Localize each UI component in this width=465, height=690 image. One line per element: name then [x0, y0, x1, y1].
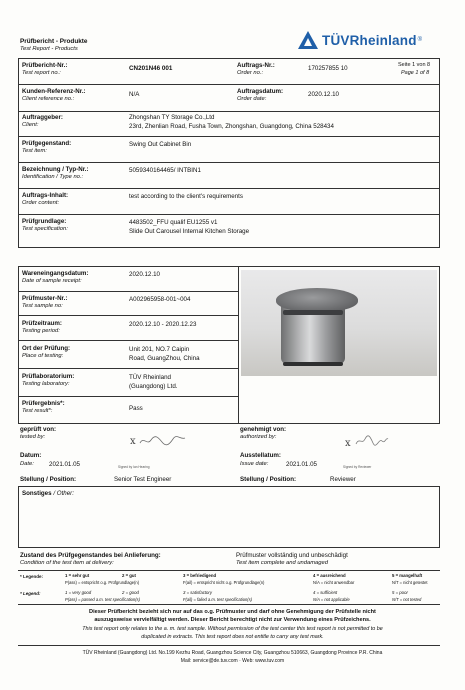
legend-r2-c1: P(ass) = entspricht o.g. Prüfgrundlage(n) [65, 580, 140, 585]
legend-r3-c4: 4 = sufficient [313, 590, 338, 595]
legend-bottom-divider [18, 604, 440, 605]
row-divider [18, 315, 238, 316]
bin-rim [283, 310, 343, 315]
receipt-date-label-en: Date of sample receipt: [22, 278, 82, 284]
row-divider [18, 162, 440, 163]
client-label: Auftraggeber: [22, 114, 63, 121]
disclaimer-de-line-2: auszugsweise vervielfältigt werden. Dieser Bericht berechtigt nicht zur Verwendung eines Prüfzeichens. [94, 617, 371, 623]
reviewer-sign-mark: x [345, 438, 351, 449]
tuv-logo [298, 27, 422, 53]
condition-value-en: Test item complete and undamaged [236, 560, 328, 566]
lab-line-2: (Guangdong) Ltd. [129, 383, 178, 390]
legend-r1-c5: 5 = mangelhaft [392, 573, 423, 578]
tester-signature-caption: Signed by Ian Hearing [118, 465, 150, 469]
lab-label: Prüflaboratorium: [22, 373, 75, 380]
condition-value: Prüfmuster vollständig und unbeschädigt [236, 552, 348, 559]
legend-r2-c3: N/A = nicht anwendbar [313, 580, 355, 585]
lab-label-en: Testing laboratory: [22, 381, 70, 387]
test-spec-label: Prüfgrundlage: [22, 218, 67, 225]
product-photo [241, 270, 437, 376]
receipt-date: 2020.12.10 [129, 271, 160, 278]
authorized-by-label-en: authorized by: [240, 434, 277, 440]
client-ref-label: Kunden-Referenz-Nr.: [22, 88, 86, 95]
legend-r2-c2: F(ail) = entspricht nicht o.g. Prüfgrundlage(n) [183, 580, 265, 585]
legend-r4-c3: N/A = not applicable [313, 597, 350, 602]
client-name: Zhongshan TY Storage Co.,Ltd [129, 114, 215, 121]
row-divider [18, 340, 238, 341]
sample-no: A002965958-001~004 [129, 296, 191, 303]
sample-no-label: Prüfmuster-Nr.: [22, 295, 68, 302]
issue-date: 2021.01.05 [286, 461, 317, 468]
legend-r3-c3: 3 = satisfactory [183, 590, 213, 595]
testing-period-label: Prüfzeitraum: [22, 320, 62, 327]
condition-label: Zustand des Prüfgegenstandes bei Anlieferung: [20, 552, 161, 559]
triangle-logo-icon [298, 31, 318, 49]
tested-by-label-en: tested by: [20, 434, 46, 440]
column-divider [238, 266, 239, 424]
order-date-label: Auftragsdatum: [237, 88, 284, 95]
report-no-label-en: Test report no.: [22, 70, 61, 76]
reviewer-signature [354, 434, 390, 448]
row-divider [18, 188, 440, 189]
tester-signature [138, 434, 188, 448]
document-title: Prüfbericht - Produkte [20, 38, 88, 45]
condition-label-en: Condition of the test item at delivery: [20, 560, 114, 566]
legend-label-en: * Legend: [20, 591, 41, 596]
order-no-label-en: Order no.: [237, 70, 264, 76]
page-indicator-de: Seite 1 von 8 [398, 62, 431, 68]
reviewer-position: Reviewer [330, 476, 356, 483]
place-label-en: Place of testing: [22, 353, 64, 359]
order-content-label-en: Order content: [22, 200, 60, 206]
result-label-en: Test result*: [22, 408, 53, 414]
test-item: Swing Out Cabinet Bin [129, 141, 192, 148]
other-label-en: / Other: [53, 490, 74, 497]
other-label [22, 490, 74, 497]
logo-text: TÜVRheinland [322, 32, 417, 48]
tester-position-label: Stellung / Position: [20, 476, 77, 483]
legend-r4-c1: P(ass) = passed a.m. test specification(s) [65, 597, 140, 602]
legend-r1-c2: 2 = gut [122, 573, 136, 578]
report-info-frame [18, 58, 440, 248]
page-indicator-en: Page 1 of 8 [401, 70, 430, 76]
footer-contact: Mail: service@de.tuv.com · Web: www.tuv.com [180, 658, 285, 664]
client-ref-label-en: Client reference no.: [22, 96, 75, 102]
tested-by-label: geprüft von: [20, 426, 57, 433]
order-date-label-en: Order date: [237, 96, 267, 102]
row-divider [18, 291, 238, 292]
receipt-date-label: Wareneingangsdatum: [22, 270, 89, 277]
order-no-label: Auftrags-Nr.: [237, 62, 275, 69]
test-spec-line-2: Slide Out Carousel Internal Kitchen Storage [129, 228, 250, 235]
document-subtitle: Test Report - Products [20, 46, 78, 52]
date-label: Datum: [20, 452, 42, 459]
legend-label-de: * Legende: [20, 574, 44, 579]
row-divider [18, 214, 440, 215]
identification-label-en: Identification / Type no.: [22, 174, 84, 180]
row-divider [18, 111, 440, 112]
legend-r1-c3: 3 = befriedigend [183, 573, 217, 578]
legend-r4-c4: N/T = not tested [392, 597, 422, 602]
order-content-label: Auftrags-Inhalt: [22, 192, 69, 199]
row-divider [18, 368, 238, 369]
test-spec-line-1: 4483502_FFU qualif EU1255 v1 [129, 219, 218, 226]
footer-address: TÜV Rheinland (Guangdong) Ltd. No.199 Kezhu Road, Guangzhou Science City, Guangzhou 510663, Guangdong Province P.R. China [82, 650, 383, 656]
client-address: 23rd, Zhenlian Road, Fusha Town, Zhongshan, Guangdong, China 528434 [129, 123, 334, 130]
footer-divider [18, 645, 440, 646]
legend-top-divider [18, 570, 440, 571]
reviewer-signature-caption: Signed by Reviewer [343, 465, 372, 469]
issue-date-label-en: Issue date: [240, 461, 269, 467]
order-no: 170257855 10 [308, 65, 348, 72]
date-label-en: Date: [20, 461, 34, 467]
test-spec-label-en: Test specification: [22, 226, 68, 232]
report-no-label: Prüfbericht-Nr.: [22, 62, 68, 69]
test-item-label: Prüfgegenstand: [22, 140, 72, 147]
order-date: 2020.12.10 [308, 91, 339, 98]
legend-r2-c4: N/T = nicht getestet [392, 580, 428, 585]
authorized-by-label: genehmigt von: [240, 426, 287, 433]
legend-r3-c5: 5 = poor [392, 590, 408, 595]
legend-r1-c1: 1 = sehr gut [65, 573, 90, 578]
row-divider [18, 396, 238, 397]
report-no: CN201N46 001 [129, 65, 173, 72]
row-divider [18, 136, 440, 137]
order-content: test according to the client's requirements [129, 193, 243, 200]
tester-position: Senior Test Engineer [114, 476, 172, 483]
issue-date-label: Ausstellatum: [240, 452, 281, 459]
test-date: 2021.01.05 [49, 461, 80, 468]
client-label-en: Client: [22, 122, 39, 128]
place-label: Ort der Prüfung: [22, 345, 71, 352]
disclaimer-en-line-2: duplicated in extracts. This test report does not entitle to carry any test mark. [141, 634, 324, 640]
testing-period: 2020.12.10 - 2020.12.23 [129, 321, 197, 328]
disclaimer-de-line-1: Dieser Prüfbericht bezieht sich nur auf das o.g. Prüfmuster und darf ohne Genehmigung der Prüfstelle nicht [89, 609, 376, 615]
legend-r3-c2: 2 = good [122, 590, 139, 595]
place-line-1: Unit 201, NO.7 Caipin [129, 346, 190, 353]
reviewer-position-label: Stellung / Position: [240, 476, 297, 483]
legend-r3-c1: 1 = very good [65, 590, 92, 595]
legend-r4-c2: F(ail) = failed a.m. test specification(s) [183, 597, 253, 602]
disclaimer-en-line-1: This test report only relates to the a. m. test sample. Without permission of the test center this test report is not permitted to be [82, 626, 383, 632]
result: Pass [129, 405, 143, 412]
bin-base [283, 362, 343, 366]
lab-line-1: TÜV Rheinland [129, 374, 171, 381]
legend-r1-c4: 4 = ausreichend [313, 573, 346, 578]
other-label-de: Sonstiges [22, 490, 52, 497]
result-label: Prüfergebnis*: [22, 400, 65, 407]
identification: 5059340164465/ INTBIN1 [129, 167, 201, 174]
identification-label: Bezeichnung / Typ-Nr.: [22, 166, 89, 173]
client-ref: N/A [129, 91, 140, 98]
tester-sign-mark: x [130, 436, 136, 447]
test-item-label-en: Test item: [22, 148, 47, 154]
other-frame [18, 486, 440, 548]
place-line-2: Road, GuangZhou, China [129, 355, 200, 362]
sample-no-label-en: Test sample no: [22, 303, 63, 309]
logo-registered-mark: ® [417, 37, 423, 43]
testing-period-label-en: Testing period: [22, 328, 60, 334]
bin-lid [276, 288, 358, 312]
row-divider [18, 84, 440, 85]
